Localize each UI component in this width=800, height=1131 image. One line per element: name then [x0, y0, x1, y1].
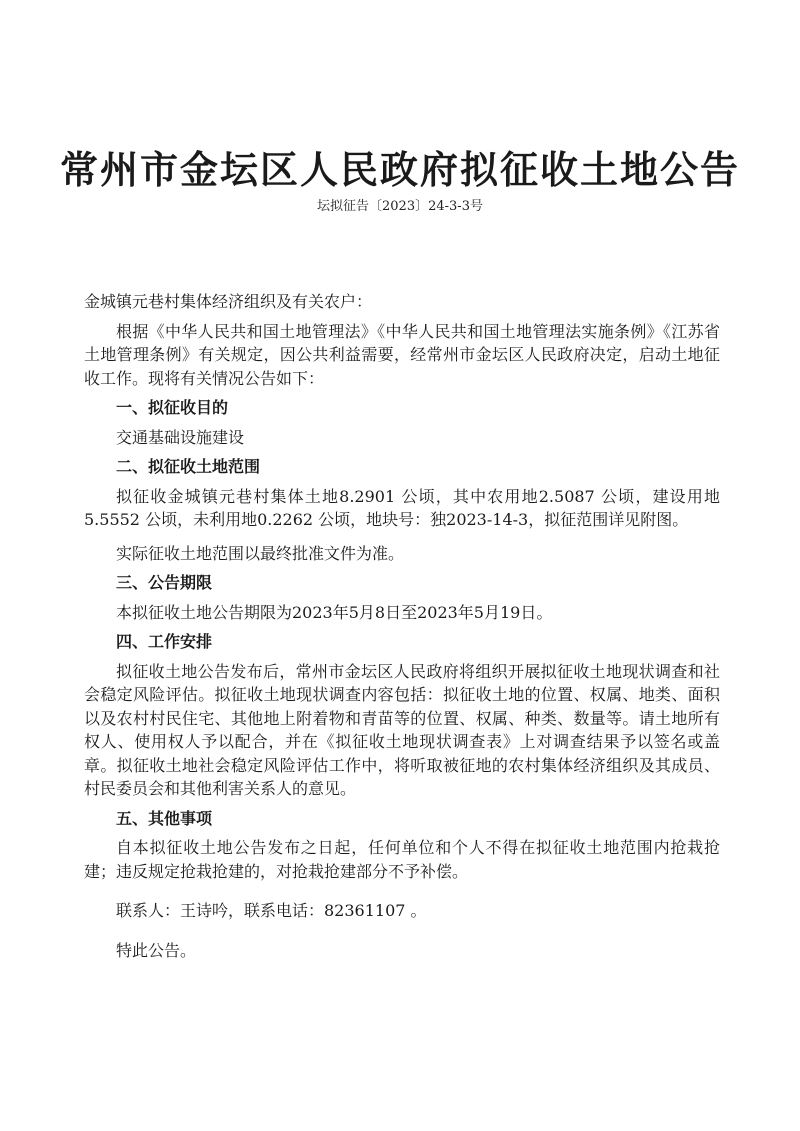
section-heading-arrangement: 四、工作安排 — [116, 632, 213, 651]
addressee: 金城镇元巷村集体经济组织及有关农户： — [84, 292, 373, 311]
closing-line: 特此公告。 — [116, 940, 197, 960]
section-heading-scope: 二、拟征收土地范围 — [116, 457, 261, 476]
intro-paragraph: 根据《中华人民共和国土地管理法》《中华人民共和国土地管理法实施条例》《江苏省土地管理条例》有关规定，因公共利益需要，经常州市金坛区人民政府决定，启动土地征收工作。现将有关情况公告如下： — [84, 321, 720, 388]
contact-line: 联系人：王诗吟，联系电话：82361107 。 — [116, 901, 427, 920]
section-paragraph: 实际征收土地范围以最终批准文件为准。 — [116, 543, 405, 563]
document-number: 坛拟征告〔2023〕24-3-3号 — [317, 199, 483, 214]
section-heading-other: 五、其他事项 — [116, 808, 213, 828]
section-heading-purpose: 一、拟征收目的 — [116, 398, 229, 417]
section-paragraph: 本拟征收土地公告期限为2023年5月8日至2023年5月19日。 — [116, 602, 553, 622]
section-heading-period: 三、公告期限 — [116, 573, 213, 592]
document-body — [84, 290, 720, 962]
page-title: 常州市金坛区人民政府拟征收土地公告 — [59, 147, 740, 192]
section-paragraph: 自本拟征收土地公告发布之日起，任何单位和个人不得在拟征收土地范围内抢栽抢建；违反规定抢栽抢建的，对抢栽抢建部分不予补偿。 — [84, 838, 720, 881]
section-paragraph: 交通基础设施建设 — [116, 427, 245, 447]
section-paragraph: 拟征收土地公告发布后，常州市金坛区人民政府将组织开展拟征收土地现状调查和社会稳定风险评估。拟征收土地现状调查内容包括：拟征收土地的位置、权属、地类、面积以及农村村民住宅、其他地上附着物和青苗等的位置、权属、种类、数量等。请土地所有权人、使用权人予以配合，并在《拟征收土地现状调查表》上对调查结果予以签名或盖章。拟征收土地社会稳定风险评估工作中，将听取被征地的农村集体经济组织及其成员、村民委员会和其他利害关系人的意见。 — [84, 661, 720, 798]
section-paragraph: 拟征收金城镇元巷村集体土地8.2901 公顷，其中农用地2.5087 公顷，建设用地5.5552 公顷，未利用地0.2262 公顷，地块号：独2023-14-3，拟征范围详见附图。 — [84, 486, 720, 529]
